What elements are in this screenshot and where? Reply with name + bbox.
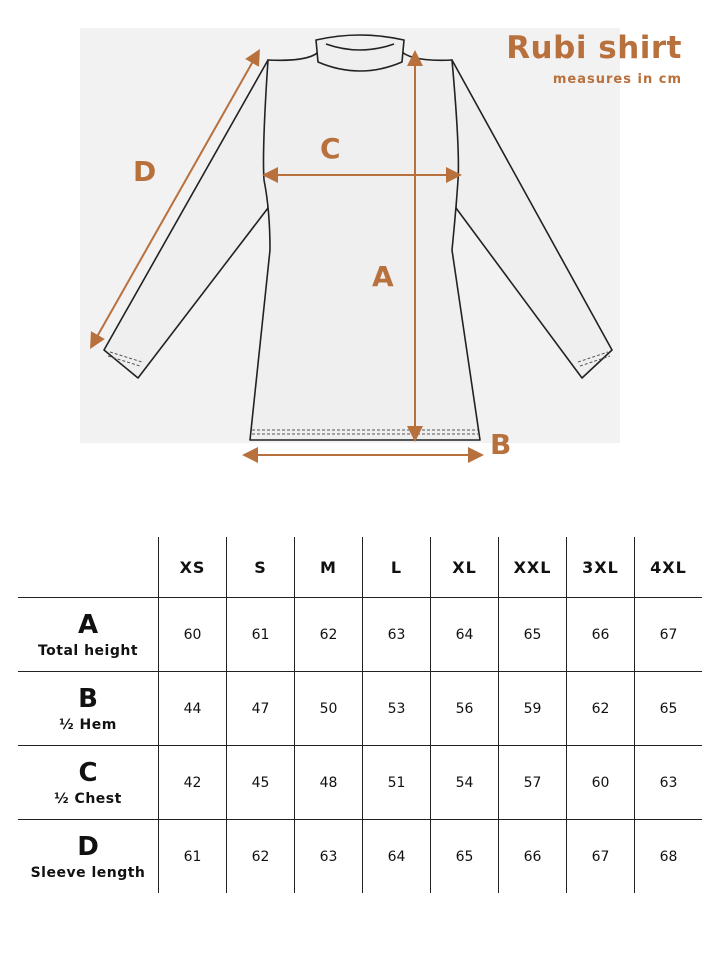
table-cell: 44 (159, 672, 227, 746)
page-title: Rubi shirt (506, 30, 682, 66)
table-cell: 67 (635, 598, 703, 672)
table-cell: 63 (295, 820, 363, 894)
row-label (18, 598, 159, 672)
table-cell: 65 (499, 598, 567, 672)
table-row (18, 672, 702, 746)
label-b: B (490, 428, 512, 461)
row-name: Total height (37, 643, 139, 659)
table-cell: 62 (567, 672, 635, 746)
size-header-row (18, 537, 702, 598)
table-cell: 62 (227, 820, 295, 894)
page-subtitle: measures in cm (552, 72, 682, 87)
table-cell: 42 (159, 746, 227, 820)
table-row (18, 820, 702, 894)
table-cell: 65 (635, 672, 703, 746)
table-cell: 63 (363, 598, 431, 672)
table-cell: 61 (227, 598, 295, 672)
row-name: ½ Chest (54, 791, 122, 807)
table-cell: 60 (159, 598, 227, 672)
table-cell: 54 (431, 746, 499, 820)
row-letter: A (77, 610, 99, 640)
table-cell: 59 (499, 672, 567, 746)
table-cell: 57 (499, 746, 567, 820)
size-header: 3XL (567, 537, 635, 598)
size-header: XXL (499, 537, 567, 598)
row-label (18, 820, 159, 894)
table-cell: 50 (295, 672, 363, 746)
table-cell: 68 (635, 820, 703, 894)
row-letter: D (77, 832, 99, 862)
size-table (18, 537, 702, 893)
table-cell: 62 (295, 598, 363, 672)
table-cell: 66 (499, 820, 567, 894)
row-name: ½ Hem (59, 717, 117, 733)
table-cell: 45 (227, 746, 295, 820)
table-cell: 63 (635, 746, 703, 820)
title-block (506, 30, 682, 87)
size-header: 4XL (635, 537, 703, 598)
table-cell: 64 (431, 598, 499, 672)
size-header: S (227, 537, 295, 598)
size-header: XL (431, 537, 499, 598)
table-cell: 66 (567, 598, 635, 672)
table-cell: 48 (295, 746, 363, 820)
label-d: D (133, 155, 157, 188)
table-cell: 64 (363, 820, 431, 894)
row-label (18, 672, 159, 746)
label-c: C (320, 132, 341, 165)
table-cell: 67 (567, 820, 635, 894)
label-a: A (372, 260, 394, 293)
table-cell: 61 (159, 820, 227, 894)
table-cell: 51 (363, 746, 431, 820)
size-header: M (295, 537, 363, 598)
table-row (18, 746, 702, 820)
table-cell: 47 (227, 672, 295, 746)
size-header: XS (159, 537, 227, 598)
table-row (18, 598, 702, 672)
table-cell: 65 (431, 820, 499, 894)
table-cell: 60 (567, 746, 635, 820)
size-header: L (363, 537, 431, 598)
header-corner (18, 537, 159, 598)
row-letter: B (78, 684, 98, 714)
row-label (18, 746, 159, 820)
row-letter: C (78, 758, 98, 788)
table-cell: 53 (363, 672, 431, 746)
table-cell: 56 (431, 672, 499, 746)
row-name: Sleeve length (30, 865, 146, 881)
